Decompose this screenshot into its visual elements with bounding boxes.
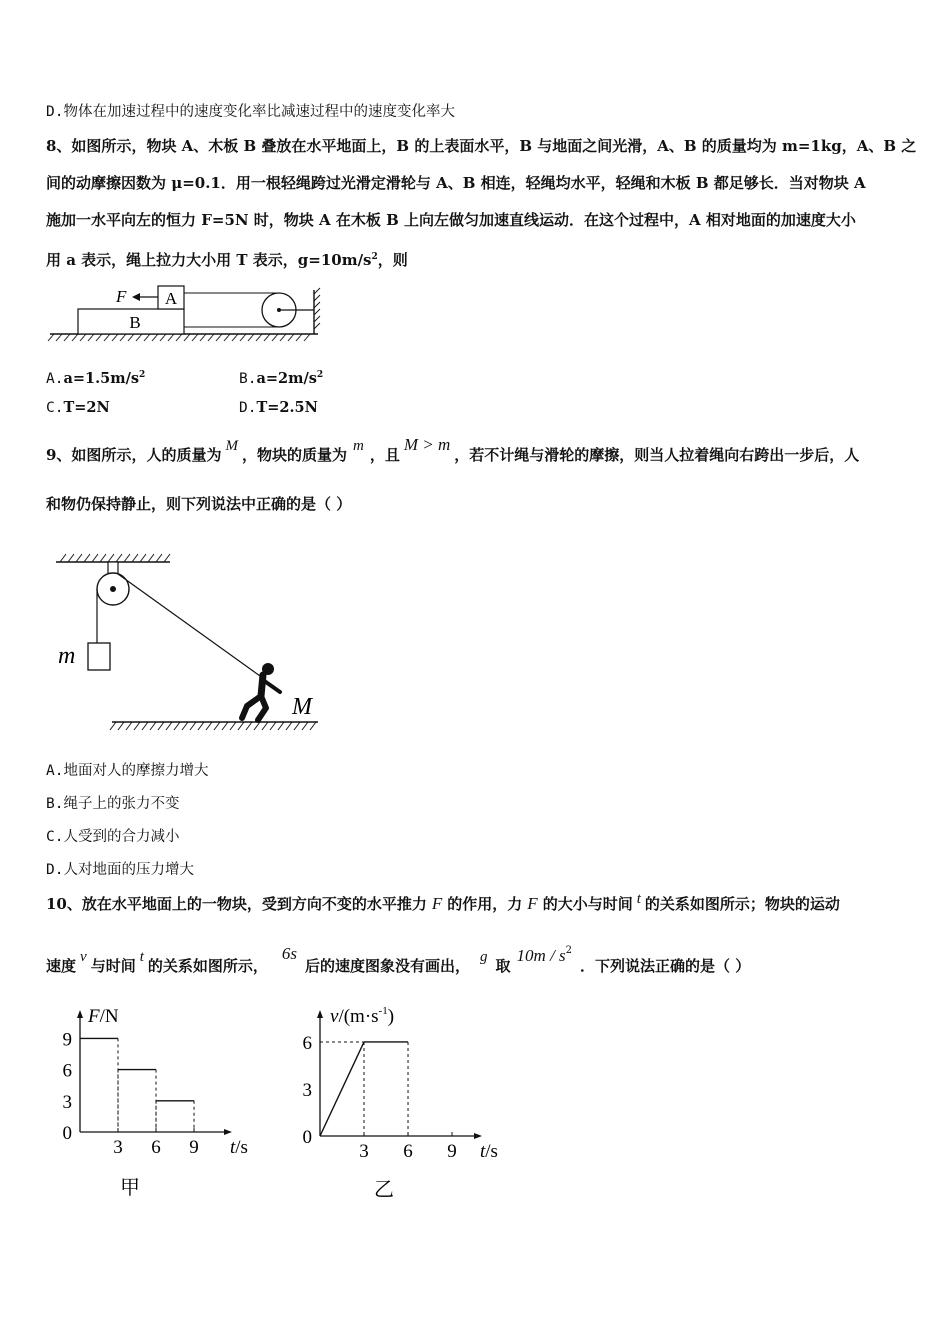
yi-y-tick-label: 3 — [302, 1079, 312, 1101]
q10-text-7: 的关系如图所示， — [147, 957, 268, 975]
yi-x-tick-label: 3 — [359, 1141, 369, 1162]
q10-text-1: 10、放在水平地面上的一物块，受到方向不变的水平推力 — [46, 895, 427, 913]
q8-option-b-text: a=2m/s — [256, 369, 317, 387]
q10-text-3: 的大小与时间 — [542, 895, 633, 913]
q8-option-a-prefix: A. — [46, 370, 64, 387]
q9-text-1: 9、如图所示，人的质量为 — [46, 446, 222, 464]
jia-x-arrow — [224, 1129, 232, 1135]
q10-line-2 — [46, 944, 751, 979]
q10-g-value: 10m / s — [516, 946, 566, 965]
q8-option-d-prefix: D. — [239, 400, 257, 416]
person-label: M — [292, 694, 312, 720]
q9-option-c[interactable]: C.人受到的合力减小 — [46, 829, 180, 845]
yi-x-tick-label: 6 — [403, 1141, 413, 1162]
q10-var-t2: t — [139, 949, 144, 965]
q9-option-a[interactable]: A.地面对人的摩擦力增大 — [46, 763, 209, 779]
rope — [118, 574, 260, 676]
yi-y-label: $v/(m\cdot s^{-1})$ — [330, 1005, 395, 1027]
jia-y-tick-label: 3 — [62, 1091, 72, 1113]
q9-line-2: 和物仍保持静止，则下列说法中正确的是（ ） — [46, 495, 352, 513]
q10-var-F1: F — [431, 894, 443, 913]
q9-condition: M > m — [403, 435, 451, 454]
q9-text-2: ，物块的质量为 — [241, 446, 347, 464]
q10-text-5: 速度 — [46, 957, 77, 975]
q8-option-b-sup: 2 — [316, 370, 324, 380]
q8-option-a-sup: 2 — [139, 370, 146, 380]
q8-line-1: 8、如图所示，物块 A、木板 B 叠放在水平地面上，B 的上表面水平，B 与地面之间光滑，A、B 的质量均为 m=1kg，A、B 之 — [46, 137, 917, 155]
yi-x-tick-label: 9 — [447, 1141, 457, 1162]
q9-text-3: ，且 — [369, 446, 400, 464]
q10-six-s: 6s — [281, 944, 298, 963]
block-m-label: m — [58, 643, 76, 669]
q10-text-6: 与时间 — [90, 957, 136, 975]
q8-line-4 — [46, 247, 408, 270]
q9-var-M: M — [225, 438, 238, 454]
jia-x-tick-label: 3 — [113, 1137, 123, 1158]
q10-chart-jia — [46, 998, 246, 1208]
q9-option-d[interactable]: D.人对地面的压力增大 — [46, 862, 194, 878]
q10-var-F2: F — [527, 894, 538, 913]
yi-y-arrow — [317, 1010, 323, 1018]
q10-text-4: 的关系如图所示；物块的运动 — [644, 895, 840, 913]
q8-option-c[interactable] — [46, 398, 110, 418]
q10-var-t1: t — [636, 891, 641, 907]
q8-line-4-end: ，则 — [377, 251, 408, 269]
board-b-label: B — [129, 313, 141, 332]
q10-text-8: 后的速度图象没有画出， — [305, 957, 471, 975]
block-m — [88, 643, 110, 670]
q8-option-b[interactable] — [239, 365, 323, 389]
q9-text-4: ，若不计绳与滑轮的摩擦，则当人拉着绳向右跨出一步后，人 — [454, 446, 860, 464]
q10-text-10: ．下列说法正确的是（ ） — [580, 957, 751, 975]
person-figure — [242, 663, 280, 720]
jia-x-tick-label: 6 — [151, 1137, 161, 1158]
q10-g-sup: 2 — [565, 945, 573, 956]
q10-var-g: g — [480, 949, 488, 965]
jia-y-label: F/N — [88, 1006, 119, 1027]
yi-series-segment — [320, 1042, 364, 1136]
q8-option-a-text: a=1.5m/s — [63, 369, 140, 387]
jia-y-tick-label: 9 — [62, 1029, 72, 1051]
jia-y-tick-label: 6 — [62, 1060, 72, 1082]
yi-y-tick-label: 6 — [302, 1032, 312, 1054]
q8-line-2: 间的动摩擦因数为 μ=0.1．用一根轻绳跨过光滑定滑轮与 A、B 相连，轻绳均水平，轻绳和木板 B 都足够长．当对物块 A — [46, 174, 866, 192]
jia-origin-label: 0 — [62, 1123, 72, 1144]
q10-chart-yi — [290, 998, 510, 1208]
q8-figure — [46, 282, 336, 344]
q10-text-9: 取 — [495, 957, 511, 975]
q8-line-3: 施加一水平向左的恒力 F=5N 时，物块 A 在木板 B 上向左做匀加速直线运动．在这个过程中，A 相对地面的加速度大小 — [46, 211, 856, 229]
q7-option-d: D.物体在加速过程中的速度变化率比减速过程中的速度变化率大 — [46, 104, 455, 120]
q8-option-d[interactable] — [239, 398, 318, 418]
yi-x-label: t/s — [480, 1141, 498, 1162]
q10-var-v: v — [80, 949, 87, 965]
q8-line-4-text: 用 a 表示，绳上拉力大小用 T 表示，g=10m/s — [46, 251, 372, 269]
q9-line-1 — [46, 435, 860, 466]
jia-title: 甲 — [120, 1177, 140, 1199]
jia-x-tick-label: 9 — [189, 1137, 199, 1158]
q10-line-1 — [46, 891, 840, 915]
jia-x-label: t/s — [230, 1137, 248, 1158]
q9-figure — [50, 548, 330, 733]
q8-line-4-sup: 2 — [371, 252, 378, 262]
q10-text-2: 的作用，力 — [447, 895, 523, 913]
yi-x-arrow — [474, 1133, 482, 1139]
yi-origin-label: 0 — [302, 1127, 312, 1148]
q8-option-a[interactable] — [46, 365, 145, 389]
q8-option-c-prefix: C. — [46, 400, 64, 416]
block-a-label: A — [164, 289, 178, 308]
q9-var-m: m — [352, 438, 364, 454]
jia-y-arrow — [77, 1010, 83, 1018]
q8-option-c-text: T=2N — [63, 399, 110, 416]
yi-title: 乙 — [374, 1179, 394, 1201]
force-label: F — [116, 287, 127, 306]
q9-option-b[interactable]: B.绳子上的张力不变 — [46, 796, 180, 812]
q8-option-b-prefix: B. — [239, 370, 257, 387]
q8-option-d-text: T=2.5N — [256, 399, 318, 416]
